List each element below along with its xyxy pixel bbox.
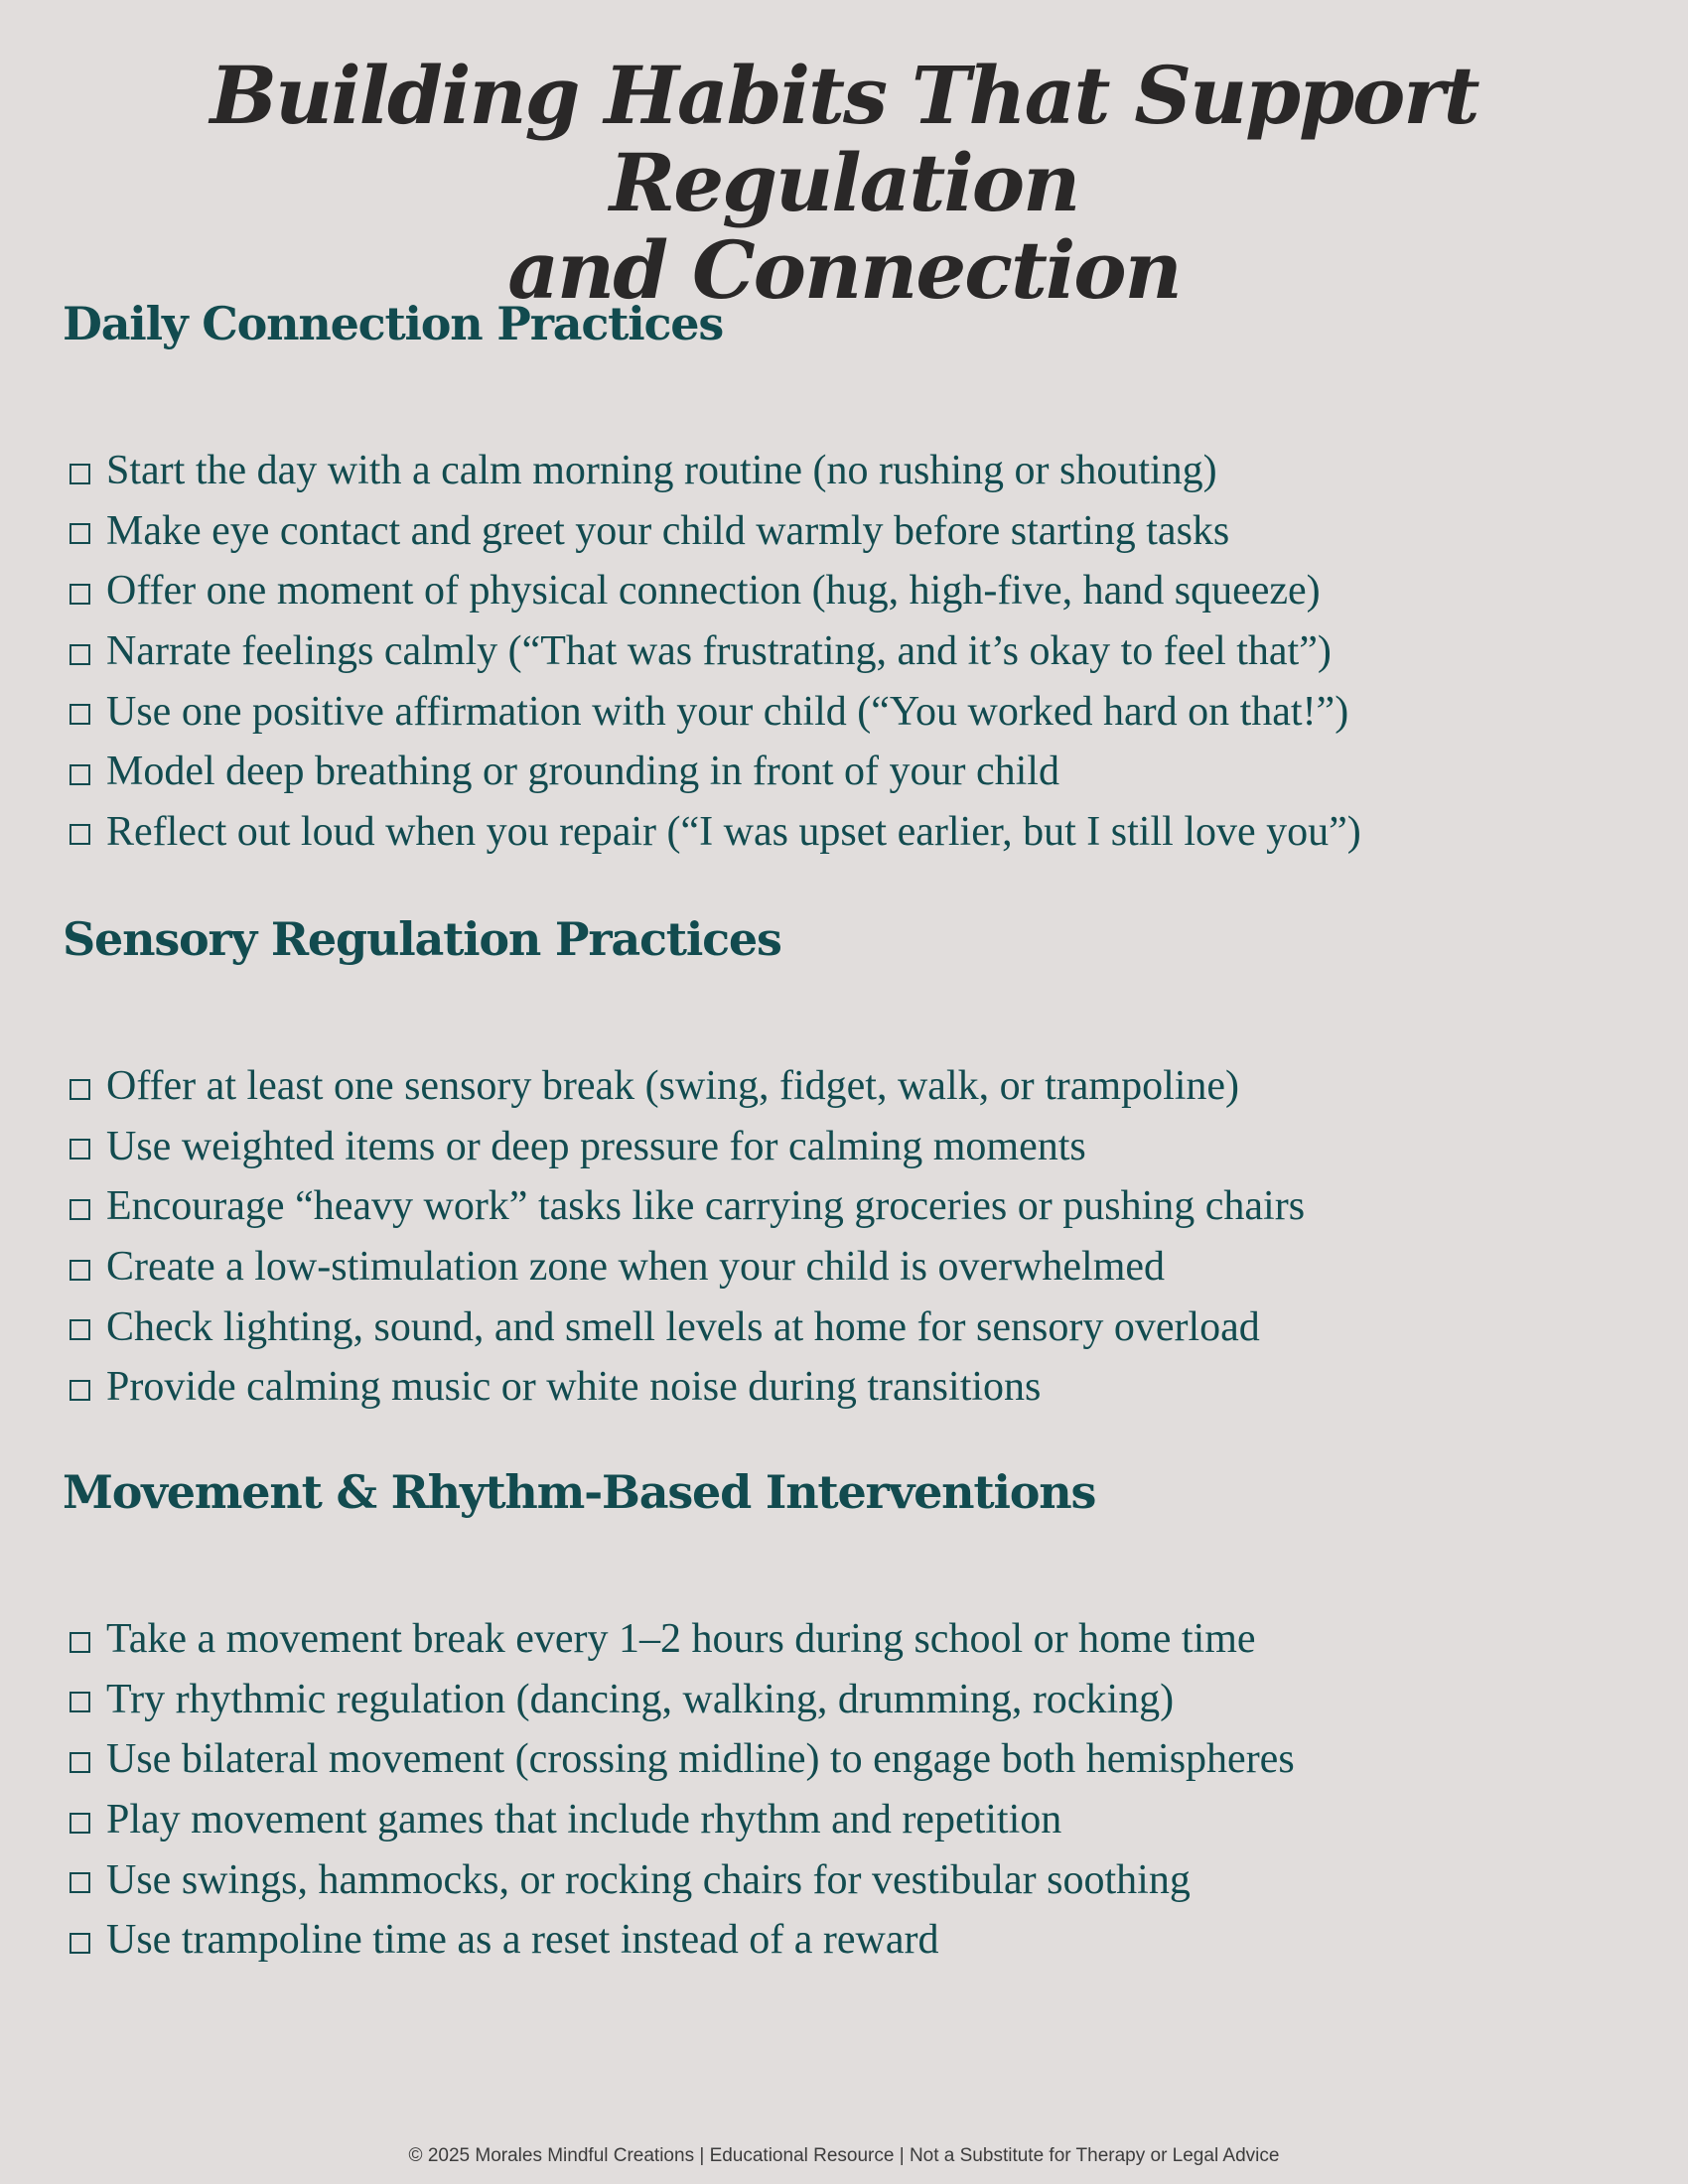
page-title-line-1: Building Habits That Support Regulation [210, 49, 1478, 229]
checklist-item-text: Model deep breathing or grounding in front of your child [106, 749, 1059, 795]
checklist-item [70, 621, 1361, 682]
checkbox-icon[interactable] [70, 1380, 90, 1401]
checklist-item [70, 1357, 1305, 1418]
checkbox-icon[interactable] [70, 523, 90, 544]
checklist-item [70, 1117, 1305, 1177]
checkbox-icon[interactable] [70, 1139, 90, 1160]
checklist-item [70, 441, 1361, 501]
checklist-item-text: Take a movement break every 1–2 hours during school or home time [106, 1616, 1256, 1663]
checklist-item [70, 1849, 1295, 1910]
section-heading: Movement & Rhythm-Based Interventions [63, 1465, 1096, 1519]
checklist-item [70, 681, 1361, 742]
page-title [0, 49, 1688, 317]
checkbox-icon[interactable] [70, 704, 90, 725]
checklist-item-text: Use trampoline time as a reset instead of a reward [106, 1917, 939, 1964]
checklist-item-text: Start the day with a calm morning routine (no rushing or shouting) [106, 448, 1217, 494]
checkbox-icon[interactable] [70, 1319, 90, 1340]
checkbox-icon[interactable] [70, 464, 90, 484]
checklist [70, 441, 1361, 862]
checklist-item-text: Provide calming music or white noise during transitions [106, 1364, 1042, 1411]
checklist-item [70, 501, 1361, 562]
checkbox-icon[interactable] [70, 1692, 90, 1712]
checklist-item-text: Use one positive affirmation with your child (“You worked hard on that!”) [106, 688, 1349, 735]
checkbox-icon[interactable] [70, 644, 90, 665]
checklist-item [70, 1910, 1295, 1971]
checklist-item-text: Use bilateral movement (crossing midline) to engage both hemispheres [106, 1736, 1295, 1783]
checkbox-icon[interactable] [70, 1199, 90, 1220]
checkbox-icon[interactable] [70, 1813, 90, 1834]
section-heading: Daily Connection Practices [63, 297, 724, 350]
checklist-item-text: Encourage “heavy work” tasks like carrying groceries or pushing chairs [106, 1183, 1306, 1230]
checklist-item [70, 1297, 1305, 1357]
checklist-item-text: Make eye contact and greet your child warmly before starting tasks [106, 507, 1230, 554]
checklist-item-text: Offer at least one sensory break (swing, fidget, walk, or trampoline) [106, 1063, 1240, 1110]
footer-disclaimer: © 2025 Morales Mindful Creations | Educational Resource | Not a Substitute for Therapy or Legal Advice [408, 2145, 1280, 2166]
checkbox-icon[interactable] [70, 764, 90, 785]
checklist-item-text: Use weighted items or deep pressure for calming moments [106, 1123, 1086, 1169]
checklist-item-text: Play movement games that include rhythm and repetition [106, 1797, 1062, 1843]
checklist [70, 1056, 1305, 1418]
checkbox-icon[interactable] [70, 824, 90, 845]
checklist-item-text: Create a low-stimulation zone when your child is overwhelmed [106, 1244, 1166, 1291]
checklist-item [70, 1237, 1305, 1297]
checklist-item [70, 1670, 1295, 1730]
checkbox-icon[interactable] [70, 1632, 90, 1653]
page-title-line-2: and Connection [507, 223, 1181, 317]
checklist [70, 1609, 1295, 1971]
section-heading: Sensory Regulation Practices [63, 912, 781, 966]
checklist-item-text: Offer one moment of physical connection (hug, high-five, hand squeeze) [106, 568, 1321, 614]
checklist-item [70, 742, 1361, 802]
checklist-item-text: Use swings, hammocks, or rocking chairs for vestibular soothing [106, 1856, 1191, 1903]
checkbox-icon[interactable] [70, 584, 90, 605]
checklist-item [70, 802, 1361, 863]
checklist-item [70, 1056, 1305, 1117]
checklist-item-text: Check lighting, sound, and smell levels at home for sensory overload [106, 1303, 1260, 1350]
checklist-item [70, 1729, 1295, 1790]
checkbox-icon[interactable] [70, 1752, 90, 1773]
checklist-item-text: Try rhythmic regulation (dancing, walking, drumming, rocking) [106, 1676, 1175, 1722]
checklist-item [70, 1176, 1305, 1237]
checkbox-icon[interactable] [70, 1079, 90, 1100]
checklist-item [70, 561, 1361, 621]
checklist-item [70, 1609, 1295, 1670]
checkbox-icon[interactable] [70, 1872, 90, 1893]
checklist-item [70, 1790, 1295, 1850]
checklist-item-text: Reflect out loud when you repair (“I was upset earlier, but I still love you”) [106, 808, 1361, 855]
checkbox-icon[interactable] [70, 1933, 90, 1954]
checklist-item-text: Narrate feelings calmly (“That was frustrating, and it’s okay to feel that”) [106, 628, 1332, 675]
checkbox-icon[interactable] [70, 1260, 90, 1281]
